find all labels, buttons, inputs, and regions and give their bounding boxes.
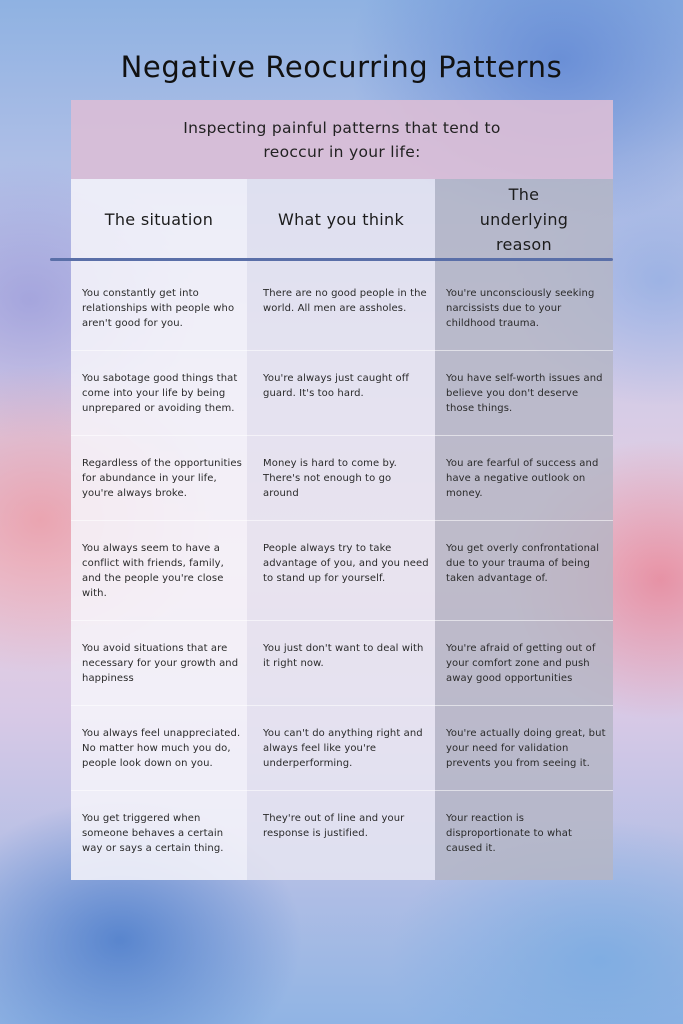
page-title: Negative Reocurring Patterns (120, 50, 563, 84)
row-separator (71, 350, 613, 351)
thought-cell: There are no good people in the world. All men are assholes. (263, 288, 427, 314)
reason-cell: You're afraid of getting out of your comfort zone and push away good opportunities (446, 643, 596, 684)
situation-cell: Regardless of the opportunities for abundance in your life, you're always broke. (82, 458, 242, 499)
situation-cell: You always seem to have a conflict with friends, family, and the people you're close with. (82, 543, 224, 599)
reason-cell: You have self-worth issues and believe you don't deserve those things. (446, 373, 603, 414)
column-header-situation: The situation (104, 209, 214, 229)
column-situation (71, 179, 247, 880)
column-header-reason-label: The underlying reason (479, 184, 569, 254)
column-header-reason (435, 179, 613, 259)
thought-cell: People always try to take advantage of you, and you need to stand up for yourself. (263, 543, 429, 584)
situation-cell: You sabotage good things that come into your life by being unprepared or avoiding them. (82, 373, 238, 414)
reason-cell: You're actually doing great, but your need for validation prevents you from seeing it. (446, 728, 606, 769)
reason-cell: You are fearful of success and have a negative outlook on money. (446, 458, 599, 499)
thought-cell: You can't do anything right and always feel like you're underperforming. (263, 728, 423, 769)
header-divider (50, 258, 613, 261)
thought-cell: You just don't want to deal with it right now. (263, 643, 424, 669)
column-reason (435, 179, 613, 880)
thought-cell: They're out of line and your response is justified. (263, 813, 405, 839)
patterns-table (71, 100, 613, 880)
situation-cell: You always feel unappreciated. No matter how much you do, people look down on you. (82, 728, 241, 769)
situation-cell: You avoid situations that are necessary for your growth and happiness (82, 643, 239, 684)
situation-cell: You constantly get into relationships with people who aren't good for you. (82, 288, 235, 329)
thought-cell: You're always just caught off guard. It's too hard. (263, 373, 409, 399)
row-separator (71, 705, 613, 706)
column-thought (247, 179, 435, 880)
reason-cell: You're unconsciously seeking narcissists due to your childhood trauma. (446, 288, 595, 329)
column-header-thought: What you think (277, 209, 405, 229)
row-separator (71, 520, 613, 521)
reason-cell: You get overly confrontational due to your trauma of being taken advantage of. (446, 543, 600, 584)
row-separator (71, 620, 613, 621)
row-separator (71, 790, 613, 791)
situation-cell: You get triggered when someone behaves a certain way or says a certain thing. (82, 813, 224, 854)
table-subtitle-banner (71, 100, 613, 179)
reason-cell: Your reaction is disproportionate to what caused it. (446, 813, 572, 854)
table-subtitle: Inspecting painful patterns that tend to reoccur in your life: (183, 118, 501, 161)
row-separator (71, 435, 613, 436)
thought-cell: Money is hard to come by. There's not enough to go around (263, 458, 397, 499)
